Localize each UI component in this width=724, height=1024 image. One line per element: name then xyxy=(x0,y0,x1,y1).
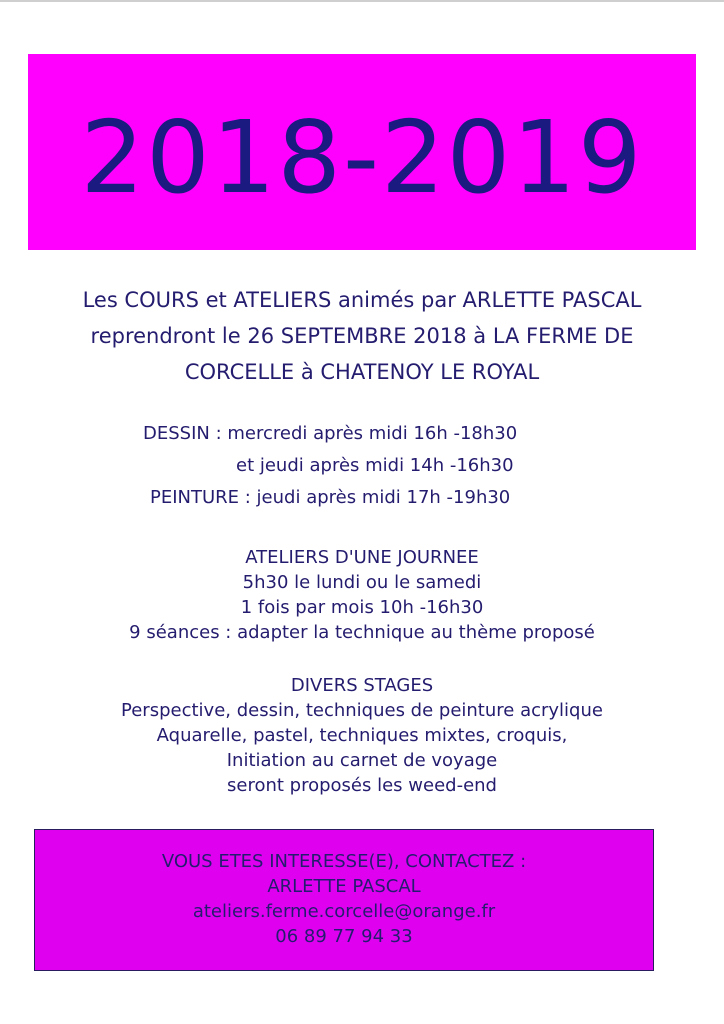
ateliers-line: 5h30 le lundi ou le samedi xyxy=(242,572,482,593)
ateliers-section xyxy=(0,545,724,645)
contact-name: ARLETTE PASCAL xyxy=(267,876,421,897)
ateliers-heading: ATELIERS D'UNE JOURNEE xyxy=(245,547,479,568)
stages-line: Aquarelle, pastel, techniques mixtes, croquis, xyxy=(156,725,568,746)
contact-details xyxy=(35,849,653,949)
stages-line: seront proposés les weed-end xyxy=(227,775,497,796)
season-title: 2018-2019 xyxy=(80,99,644,216)
intro-line: Les COURS et ATELIERS animés par ARLETTE PASCAL xyxy=(82,288,642,312)
stages-section xyxy=(0,673,724,798)
ateliers-line: 9 séances : adapter la technique au thème proposé xyxy=(129,622,595,643)
contact-email: ateliers.ferme.corcelle@orange.fr xyxy=(192,901,496,922)
contact-phone: 06 89 77 94 33 xyxy=(275,926,413,947)
schedule-peinture: PEINTURE : jeudi après midi 17h -19h30 xyxy=(150,487,511,508)
top-divider xyxy=(0,0,724,2)
title-banner xyxy=(28,54,696,250)
intro-line: reprendront le 26 SEPTEMBRE 2018 à LA FERME DE xyxy=(90,324,634,348)
stages-heading: DIVERS STAGES xyxy=(290,675,434,696)
stages-line: Perspective, dessin, techniques de peinture acrylique xyxy=(121,700,603,721)
stages-line: Initiation au carnet de voyage xyxy=(226,750,498,771)
contact-box xyxy=(34,829,654,971)
ateliers-line: 1 fois par mois 10h -16h30 xyxy=(240,597,484,618)
schedule-dessin: DESSIN : mercredi après midi 16h -18h30 xyxy=(143,423,518,444)
intro-line: CORCELLE à CHATENOY LE ROYAL xyxy=(184,360,540,384)
schedule-dessin-jeudi: et jeudi après midi 14h -16h30 xyxy=(236,455,514,476)
contact-heading: VOUS ETES INTERESSE(E), CONTACTEZ : xyxy=(161,851,527,872)
intro-paragraph xyxy=(20,282,704,390)
